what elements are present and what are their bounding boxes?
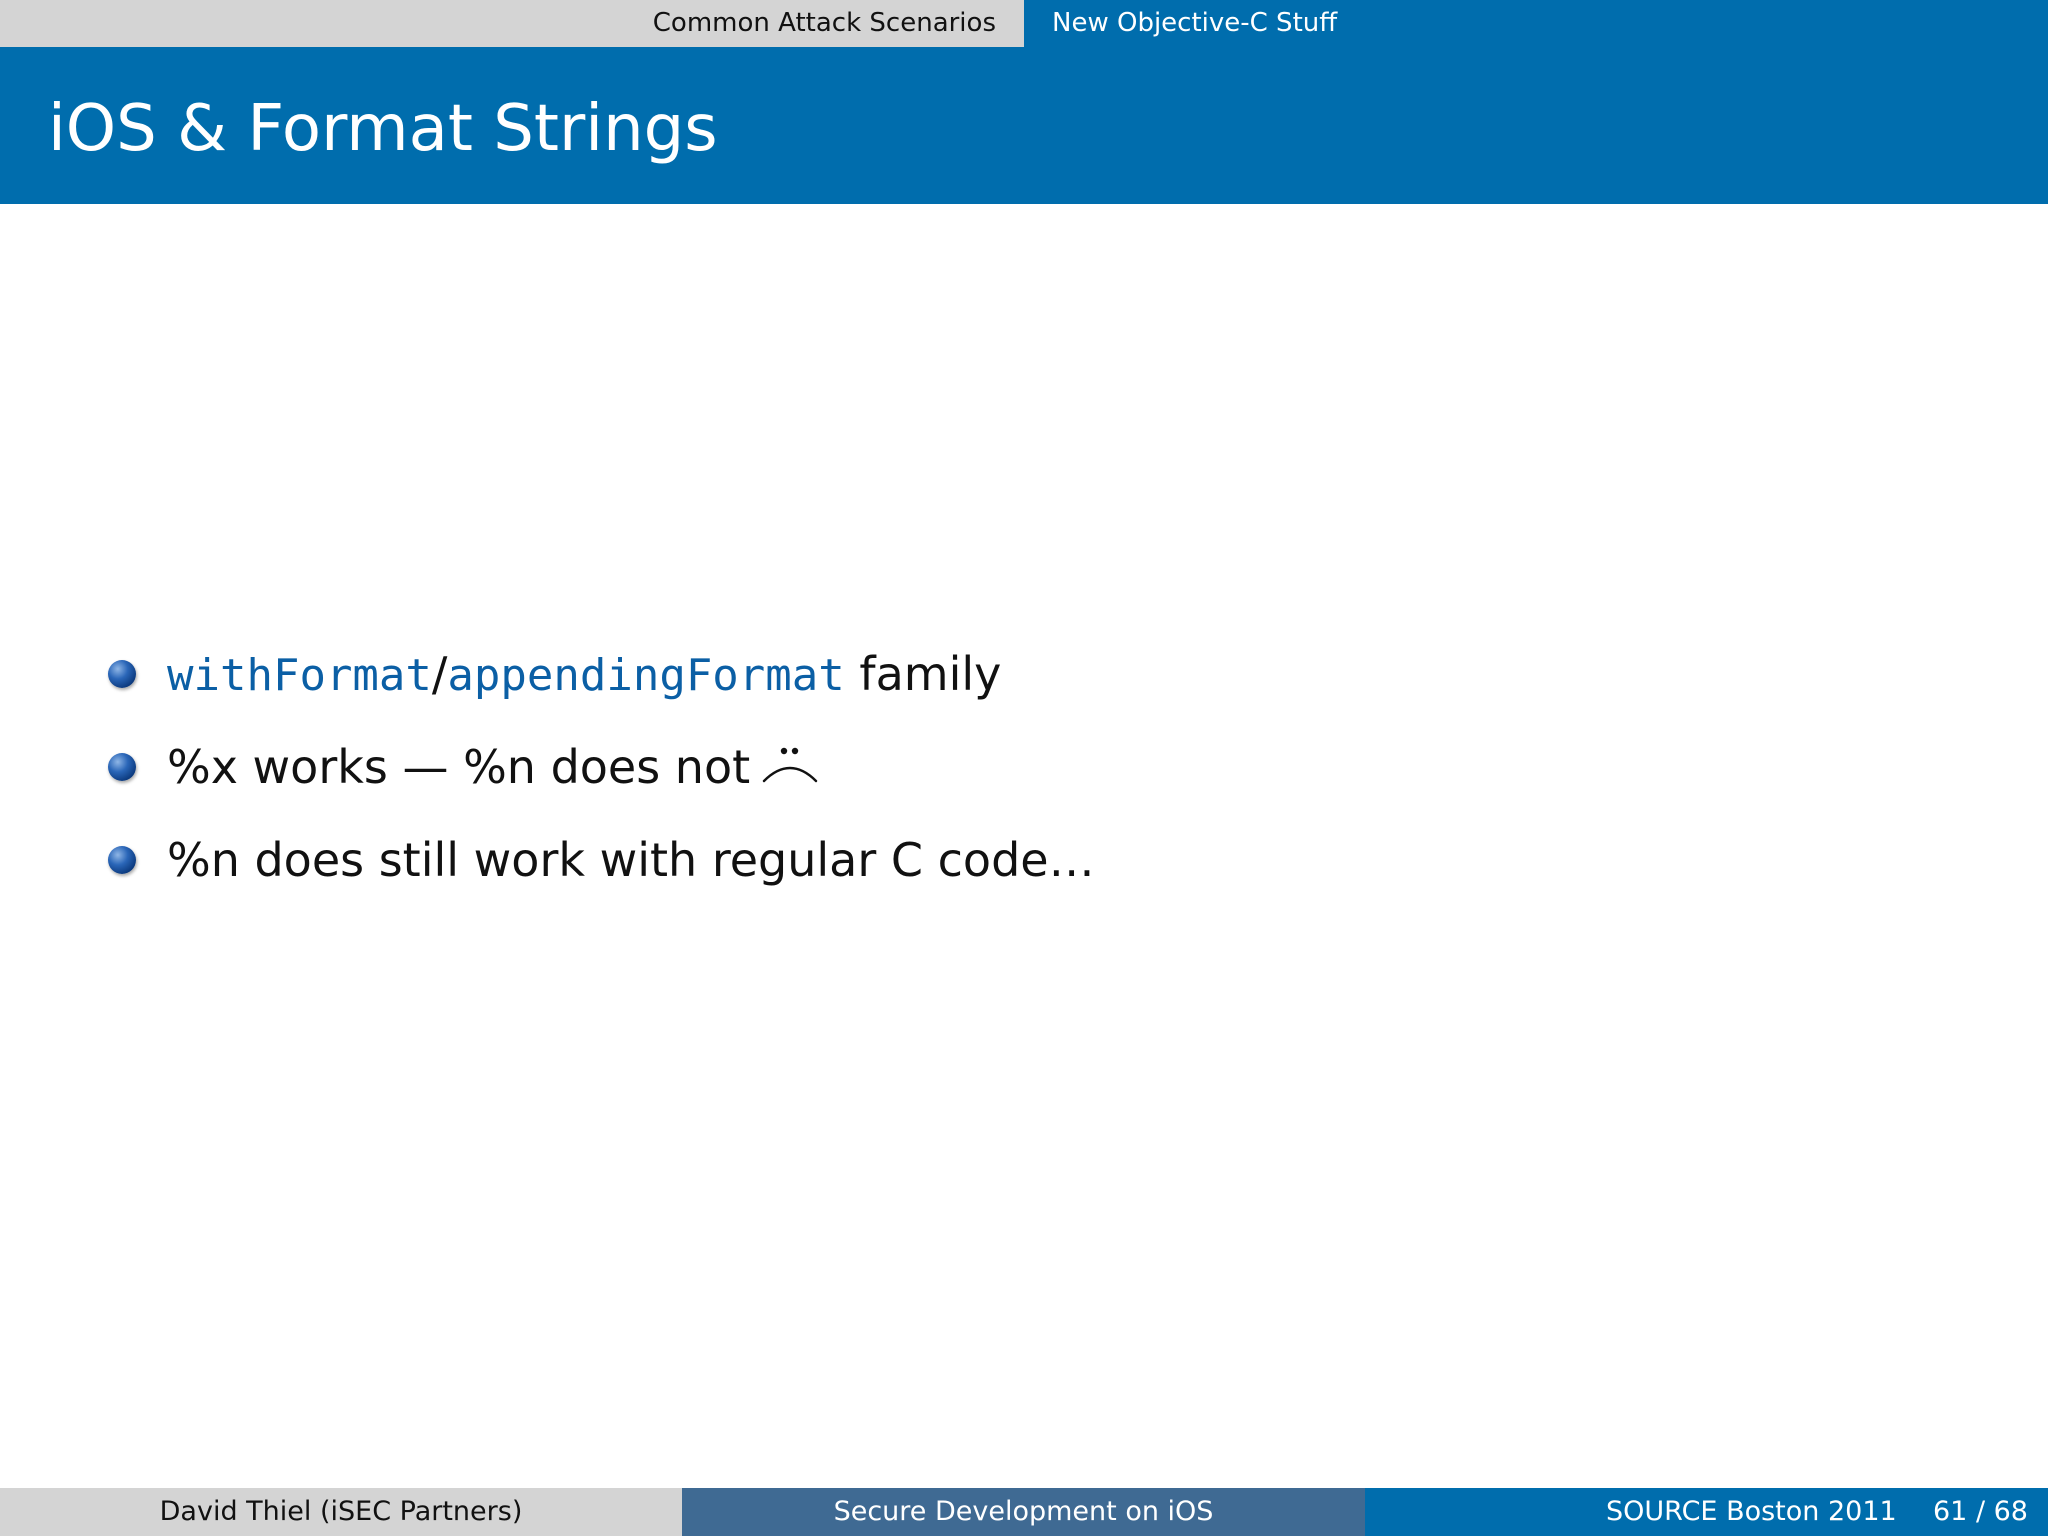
footer-talk-title: Secure Development on iOS [682, 1488, 1365, 1536]
frown-face-icon [760, 721, 820, 821]
footer-event: SOURCE Boston 2011 [1606, 1496, 1897, 1527]
bullet-text: %x works — %n does not [167, 740, 751, 794]
bullet-text: %n does still work with regular C code… [167, 833, 1095, 887]
code-with-format: withFormat [167, 650, 432, 701]
slide-title: iOS & Format Strings [48, 92, 718, 166]
ball-bullet-icon [108, 753, 136, 781]
bullet-text [167, 624, 1001, 726]
footer-author: David Thiel (iSEC Partners) [0, 1488, 682, 1536]
nav-section-new-objective-c-stuff[interactable]: New Objective-C Stuff [1024, 0, 2048, 47]
nav-section-common-attack-scenarios[interactable]: Common Attack Scenarios [652, 8, 996, 38]
title-bar [0, 47, 2048, 204]
bullet-text-wrap [167, 717, 820, 821]
separator: / [431, 647, 448, 701]
footer-right [1365, 1488, 2048, 1536]
family-label: family [844, 647, 1002, 701]
page-number: 61 / 68 [1933, 1496, 2028, 1527]
code-appending-format: appendingFormat [447, 650, 845, 701]
ball-bullet-icon [108, 660, 136, 688]
ball-bullet-icon [108, 846, 136, 874]
footer [0, 1488, 2048, 1536]
section-navigation [0, 0, 2048, 47]
